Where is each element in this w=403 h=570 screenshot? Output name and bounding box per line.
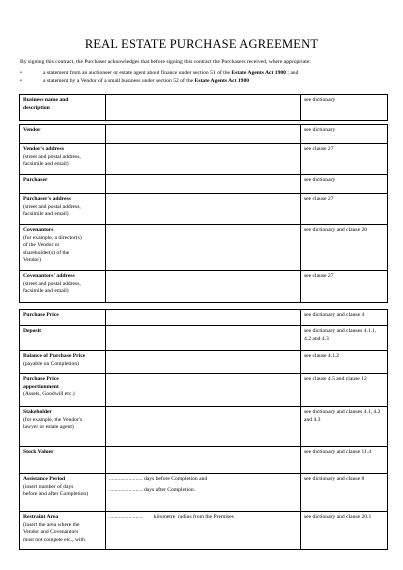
reference-cell: see dictionary: [301, 175, 388, 194]
bullet-icon: •: [20, 78, 22, 84]
reference-cell: see clause 27: [301, 194, 388, 225]
document-title: REAL ESTATE PURCHASE AGREEMENT: [84, 37, 319, 51]
field-value-cell[interactable]: [106, 474, 301, 512]
field-value-cell[interactable]: [106, 326, 301, 351]
table-row: [20, 125, 388, 144]
table-row: [20, 351, 388, 374]
field-value-cell[interactable]: [106, 351, 301, 374]
table-row: [20, 374, 388, 407]
field-value-cell[interactable]: [106, 512, 301, 550]
field-value-cell[interactable]: [106, 271, 301, 303]
field-value-cell[interactable]: [106, 175, 301, 194]
price-table: [19, 309, 388, 550]
reference-cell: see clause 4.5 and clause 12: [301, 374, 388, 407]
table-row: [20, 175, 388, 194]
table-row: [20, 271, 388, 303]
bullet-text: a statement by a Vendor of a small business under section 52 of the: [43, 78, 194, 84]
act-name: Estate Agents Act 1980: [194, 78, 250, 84]
reference-cell: see dictionary and clauses 4.1.1, 4.2 and 4.3: [301, 326, 388, 351]
field-label-cell: Stakeholder (for example, the Vendor's lawyer or estate agent): [20, 407, 106, 447]
days-before-line: ........................ days before Completion and: [109, 476, 208, 482]
parties-table: [19, 124, 388, 303]
field-label-cell: Purchase Price apportionment (Assets, Goodwill etc.): [20, 374, 106, 407]
table-row: [20, 447, 388, 474]
table-row: [20, 512, 388, 550]
reference-cell: see dictionary and clause 8: [301, 474, 388, 512]
reference-cell: see dictionary and clause 4: [301, 310, 388, 326]
field-label-cell: Stock Valuer: [20, 447, 106, 474]
reference-cell: see dictionary: [301, 95, 388, 121]
table-row: [20, 194, 388, 225]
field-value-cell[interactable]: [106, 225, 301, 271]
radius-line: ........................ kilometre radius from the Premises: [109, 514, 234, 520]
field-value-cell[interactable]: [106, 407, 301, 447]
table-row: [20, 474, 388, 512]
field-label-cell: Covenantors (for example, a director(s) of the Vendor or shareholder(s) of the Vendor): [20, 225, 106, 271]
reference-cell: see dictionary and clause 11.4: [301, 447, 388, 474]
table-row: [20, 326, 388, 351]
table-row: [20, 225, 388, 271]
field-label-cell: Deposit: [20, 326, 106, 351]
reference-cell: see dictionary and clause 20.1: [301, 512, 388, 550]
reference-cell: see dictionary and clause 20: [301, 225, 388, 271]
field-label-cell: Restraint Area (insert the area where the Vendor and Covenantors must not compete etc., with: [20, 512, 106, 550]
field-label-cell: Balance of Purchase Price (payable on Completion): [20, 351, 106, 374]
reference-cell: see dictionary and clauses 4.1, 4.2 and 4.3: [301, 407, 388, 447]
act-name: Estate Agents Act 1980: [231, 70, 286, 76]
bullet-icon: •: [20, 70, 22, 76]
table-row: [20, 144, 388, 175]
field-value-cell[interactable]: [106, 125, 301, 144]
reference-cell: see clause 27: [301, 144, 388, 175]
table-row: [20, 407, 388, 447]
field-value-cell[interactable]: [106, 310, 301, 326]
field-value-cell[interactable]: [106, 144, 301, 175]
field-value-cell[interactable]: [106, 447, 301, 474]
field-label-cell: Assistance Period (insert number of days before and after Completion): [20, 474, 106, 512]
field-label-cell: Vendor's address (street and postal address, facsimile and email): [20, 144, 106, 175]
field-value-cell[interactable]: [106, 95, 301, 121]
days-after-line: ........................ days after Completion.: [109, 486, 196, 493]
field-label-cell: Purchaser: [20, 175, 106, 194]
table-row: [20, 310, 388, 326]
business-table: [19, 94, 388, 121]
field-label-cell: Purchase Price: [20, 310, 106, 326]
field-label-cell: Vendor: [20, 125, 106, 144]
table-row: [20, 95, 388, 121]
reference-cell: see clause 27: [301, 271, 388, 303]
field-value-cell[interactable]: [106, 374, 301, 407]
reference-cell: see clause 4.1.2: [301, 351, 388, 374]
bullet-suffix: ; and: [285, 70, 299, 76]
field-value-cell[interactable]: [106, 194, 301, 225]
field-label-cell: Covenantors' address (street and postal address, facsimile and email): [20, 271, 106, 303]
reference-cell: see dictionary: [301, 125, 388, 144]
intro-paragraph: By signing this contract, the Purchaser acknowledges that before signing this contract the Purchasers received, where appropriate:: [20, 59, 311, 65]
bullet-text: a statement from an auctioneer or estate agent about finance under section 51 of the: [43, 70, 231, 76]
field-label-cell: Business name and description: [20, 95, 106, 121]
field-label-cell: Purchaser's address (street and postal address, facsimile and email): [20, 194, 106, 225]
